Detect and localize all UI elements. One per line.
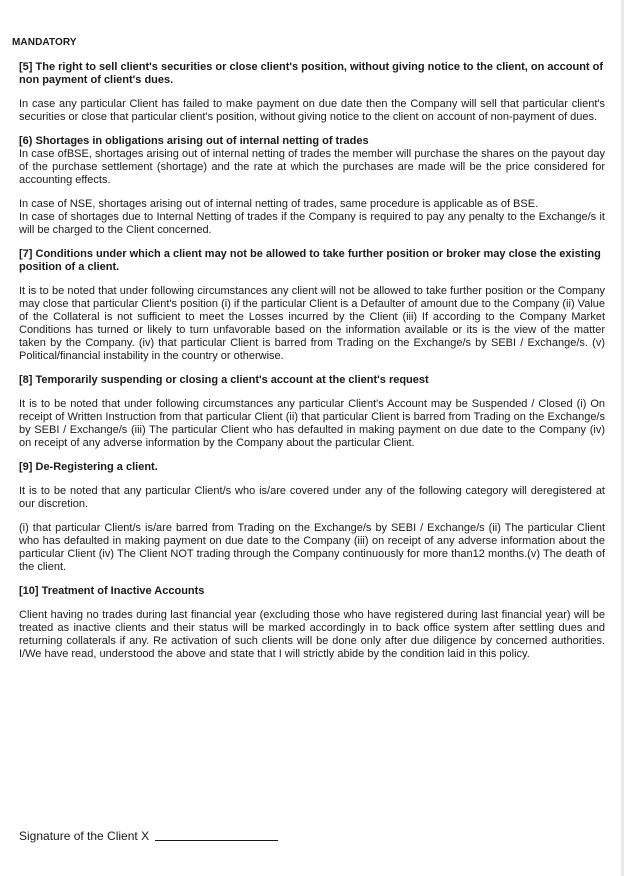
section-title: [7] Conditions under which a client may not be allowed to take further position or broker may close the existing position of a client. <box>19 248 601 273</box>
section-title: [5] The right to sell client's securities or close client's position, without giving notice to the client, on account of non payment of client's dues. <box>19 61 604 86</box>
section-title: [9] De-Registering a client. <box>19 461 158 473</box>
section-paragraph: In case ofBSE, shortages arising out of internal netting of trades the member will purchase the shares on the payout day of the purchase settlement (shortage) and the rate at which the purchases are made will be the price considered for accounting effects. <box>19 148 605 186</box>
signature-block <box>19 829 278 843</box>
signature-label: Signature of the Client X <box>19 829 150 843</box>
section-paragraph: In case any particular Client has failed to make payment on due date then the Company will sell that particular client's securities or close that particular client's position, without giving notice to the client on account of non-payment of dues. <box>19 98 605 123</box>
section-paragraph: It is to be noted that under following circumstances any client will not be allowed to take further position or the Company may close that particular Client's position (i) if the particular Client is a Defaulter of amount due to the Company (ii) Value of the Collateral is not sufficient to meet the Losses incurred by the Client (iii) If according to the Company Market Conditions has turned or likely to turn unfavorable based on the information available or its is the view of the matter taken by the Company. (iv) that particular Client is barred from Trading on the Exchange/s by SEBI / Exchange/s. (v) Political/financial instability in the country or otherwise. <box>19 285 605 362</box>
section-paragraph: In case of shortages due to Internal Netting of trades if the Company is required to pay any penalty to the Exchange/s it will be charged to the Client concerned. <box>19 211 605 236</box>
policy-content <box>19 61 605 661</box>
section-paragraph: It is to be noted that under following circumstances any particular Client's Account may be Suspended / Closed (i) On receipt of Written Instruction from that particular Client (ii) that particular Client is barred from Trading on the Exchange/s by SEBI / Exchange/s (iii) The particular Client who has defaulted in making payment on due date to the Company (iv) on receipt of any adverse information by the Company about the particular Client. <box>19 398 605 449</box>
section-paragraph: (i) that particular Client/s is/are barred from Trading on the Exchange/s by SEBI / Exchange/s (ii) The particular Client who has defaulted in making payment on due date to the Company (iii) on receipt of any adverse information about the particular Client (iv) The Client NOT trading through the Company continuously for more than12 months.(v) The death of the client. <box>19 522 605 573</box>
section-suspending <box>19 374 605 450</box>
section-shortages <box>19 135 605 237</box>
section-deregistering <box>19 461 605 574</box>
section-paragraph: In case of NSE, shortages arising out of internal netting of trades, same procedure is applicable as of BSE. <box>19 198 539 210</box>
section-paragraph: It is to be noted that any particular Client/s who is/are covered under any of the following category will deregistered at our discretion. <box>19 485 605 510</box>
page-header: MANDATORY <box>12 37 77 48</box>
section-title: [10] Treatment of Inactive Accounts <box>19 585 205 597</box>
signature-line[interactable] <box>155 840 278 841</box>
section-conditions <box>19 248 605 363</box>
section-inactive-accounts <box>19 585 605 661</box>
section-paragraph: Client having no trades during last financial year (excluding those who have registered during last financial year) will be treated as inactive clients and their status will be marked accordingly in to back office system after settling dues and returning collaterals if any. Re activation of such clients will be done only after due diligence by concerned authorities. I/We have read, understood the above and state that I will strictly abide by the condition laid in this policy. <box>19 609 605 660</box>
section-title: [6) Shortages in obligations arising out of internal netting of trades <box>19 135 369 147</box>
section-right-to-sell <box>19 61 605 124</box>
section-title: [8] Temporarily suspending or closing a client's account at the client's request <box>19 374 429 386</box>
